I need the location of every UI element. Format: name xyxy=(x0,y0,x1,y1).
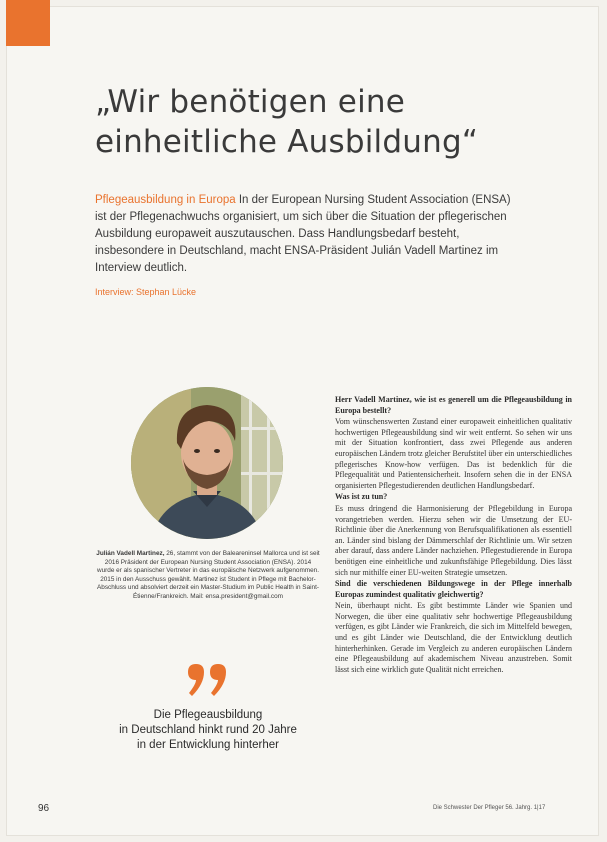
headline-line-2: einheitliche Ausbildung“ xyxy=(95,124,479,160)
page-number: 96 xyxy=(38,803,50,814)
portrait-caption xyxy=(96,550,320,602)
interview-answer: Es muss dringend die Harmonisierung der Pflegebildung in Europa vorangetrieben werden. Hierzu sehen wir die Umsetzung der EU-Richtlinie über die Anerkennung von Berufsqualifikationen als essentiell an. Länder sind bislang der Dämmerschlaf der Richtlinie um. Wir setzen aber darauf, dass andere Länder nachziehen. Pflegestudierende in Europa benötigen eine einheitliche und zukunftsfähige Pflegebildung. Dies lässt sich nur mithilfe einer EU-weiten Strategie umsetzen. xyxy=(335,503,572,577)
pull-quote-line-3: in der Entwicklung hinterher xyxy=(137,739,279,751)
article-lead xyxy=(95,192,525,277)
caption-name: Julián Vadell Martinez, xyxy=(96,550,165,557)
pull-quote xyxy=(98,708,318,753)
headline-line-1: „Wir benötigen eine xyxy=(95,84,406,120)
interview-question: Herr Vadell Martinez, wie ist es generell um die Pflegeausbildung in Europa bestellt? xyxy=(335,395,572,415)
interview-question: Was ist zu tun? xyxy=(335,492,388,502)
interviewee-portrait xyxy=(131,387,283,539)
lead-highlight: Pflegeausbildung in Europa xyxy=(95,194,236,206)
quotation-mark-icon xyxy=(184,662,234,702)
article-headline xyxy=(95,82,555,162)
interview-answer: Nein, überhaupt nicht. Es gibt bestimmte Länder wie Spanien und Norwegen, die über eine qualitativ sehr hochwertige Pflegeausbildung verfügen, es gibt Länder wie Frankreich, die sich im Mittelfeld bewegen, und es gibt Länder wie Deutschland, die der Entwicklung deutlich hinterherhinken. Gerade im Vergleich zu anderen europäischen Ländern eine Pflegeausbildung auf akademischem Niveau anzustreben. Somit lässt sich eine wirklich gute Qualität nicht erreichen. xyxy=(335,601,572,674)
portrait-illustration xyxy=(131,387,283,539)
pull-quote-line-1: Die Pflegeausbildung xyxy=(153,709,263,721)
interview-question: Sind die verschiedenen Bildungswege in der Pflege innerhalb Europas zumindest qualitativ gleichwertig? xyxy=(335,579,572,599)
byline: Interview: Stephan Lücke xyxy=(95,287,197,297)
section-tab-marker xyxy=(6,0,50,46)
lead-text: In der European Nursing Student Association (ENSA) ist der Pflegenachwuchs organisiert, um sich über die Situation der pflegerischen Ausbildung europaweit auszutauschen. Dass Handlungsbedarf besteht, insbesondere in Deutschland, macht ENSA-Präsident Julián Vadell Martinez im Interview deutlich. xyxy=(95,194,511,274)
publication-footer: Die Schwester Der Pfleger 56. Jahrg. 1|17 xyxy=(433,805,546,811)
interview-column xyxy=(335,395,572,676)
pull-quote-line-2: in Deutschland hinkt rund 20 Jahre xyxy=(119,724,297,736)
interview-answer: Vom wünschenswerten Zustand einer europaweit einheitlichen qualitativ hochwertigen Pflegeausbildung sind wir weit entfernt. So sehen wir uns mit der Situation konfrontiert, dass zwei Pflegende aus anderen europäischen Ländern trotz gleicher Berufstitel über ein unterschiedliches pflegerisches Know-how verfügen. Das ist bedenklich für die Pflegequalität und Patientensicherheit. Insofern sehen die in der ENSA organisierten Pflegestudierenden deutlichen Handlungsbedarf. xyxy=(335,417,572,490)
caption-text: 26, stammt von der Baleareninsel Mallorca und ist seit 2016 Präsident der European Nursing Student Association (ENSA). 2014 wurde er als spanischer Vertreter in das europäische Netzwerk aufgenommen. 2015 in den Ausschuss gewählt. Martinez ist Student in Pflege mit Bachelor-Abschluss und absolviert derzeit ein Master-Studium im Public Health in Saint-Étienne/Frankreich. Mail: ensa.president@gmail.com xyxy=(96,550,320,600)
